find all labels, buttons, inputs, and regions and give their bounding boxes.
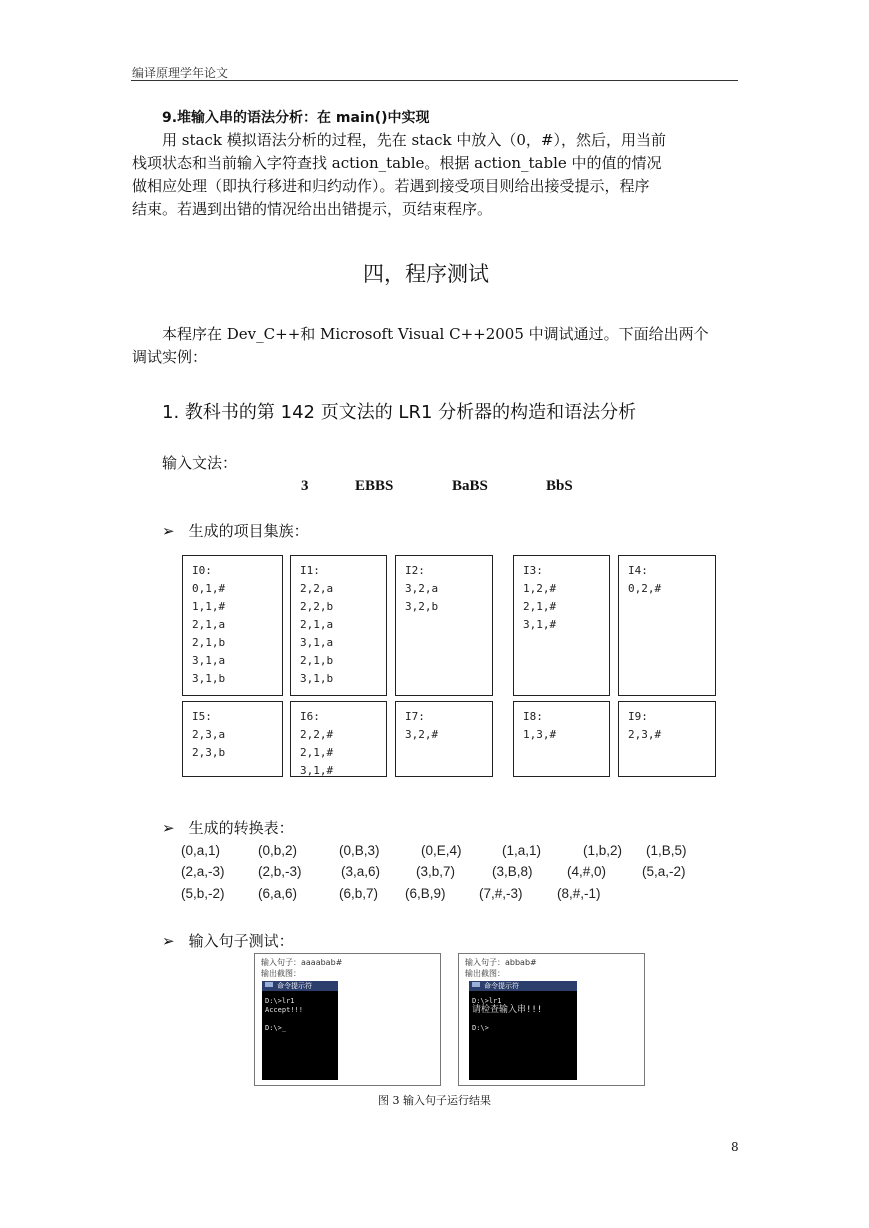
screenshot-error bbox=[458, 953, 645, 1086]
itemset-box bbox=[182, 701, 283, 777]
transition-entry: (2,b,-3) bbox=[258, 864, 302, 879]
console-window bbox=[262, 981, 338, 1080]
itemset-box bbox=[290, 555, 387, 696]
console-title: 命令提示符 bbox=[484, 982, 519, 990]
itemset-name: I0: bbox=[192, 564, 212, 577]
itemset-box bbox=[290, 701, 387, 777]
section9-line-1: 用 stack 模拟语法分析的过程，先在 stack 中放入（0，#），然后，用当前 bbox=[162, 131, 667, 149]
itemset-name: I5: bbox=[192, 710, 212, 723]
running-header: 编译原理学年论文 bbox=[132, 66, 229, 80]
console-icon bbox=[472, 982, 480, 987]
console-text bbox=[472, 997, 542, 1033]
transition-entry: (5,b,-2) bbox=[181, 886, 225, 901]
transition-entry: (8,#,-1) bbox=[557, 886, 601, 901]
transition-entry: (6,a,6) bbox=[258, 886, 298, 901]
itemset-item: 3,1,b bbox=[192, 672, 226, 685]
itemset-name: I6: bbox=[300, 710, 320, 723]
transition-entry: (3,a,6) bbox=[341, 864, 381, 879]
transition-entry: (6,b,7) bbox=[339, 886, 379, 901]
itemset-item: 2,2,b bbox=[300, 600, 334, 613]
itemset-item: 3,2,a bbox=[405, 582, 439, 595]
transition-entry: (3,b,7) bbox=[416, 864, 456, 879]
arrow-bullet-icon: ➢ bbox=[162, 932, 175, 950]
intro-line-1: 本程序在 Dev_C++和 Microsoft Visual C++2005 中调试通过。下面给出两个 bbox=[162, 325, 709, 343]
itemset-name: I3: bbox=[523, 564, 543, 577]
section-heading: 四，程序测试 bbox=[363, 262, 489, 286]
itemset-box bbox=[395, 701, 493, 777]
header-rule bbox=[131, 80, 738, 81]
transition-entry: (3,B,8) bbox=[492, 864, 533, 879]
itemset-item: 2,1,b bbox=[300, 654, 334, 667]
itemset-box bbox=[513, 555, 610, 696]
transition-entry: (5,a,-2) bbox=[642, 864, 686, 879]
itemset-item: 2,1,a bbox=[300, 618, 334, 631]
sentence-test-label-row bbox=[162, 930, 294, 951]
itemset-item: 2,2,# bbox=[300, 728, 334, 741]
arrow-bullet-icon: ➢ bbox=[162, 819, 175, 837]
transition-entry: (7,#,-3) bbox=[479, 886, 523, 901]
itemset-name: I9: bbox=[628, 710, 648, 723]
transitions-label-row bbox=[162, 817, 294, 838]
console-titlebar bbox=[262, 981, 338, 991]
transitions-label: 生成的转换表： bbox=[188, 819, 294, 837]
transition-entry: (0,E,4) bbox=[421, 843, 462, 858]
itemset-item: 2,3,b bbox=[192, 746, 226, 759]
transition-entry: (1,a,1) bbox=[502, 843, 542, 858]
itemset-item: 0,2,# bbox=[628, 582, 662, 595]
arrow-bullet-icon: ➢ bbox=[162, 522, 175, 540]
console-line: D:\>lr1 bbox=[265, 997, 295, 1005]
transition-entry: (4,#,0) bbox=[567, 864, 607, 879]
itemset-item: 2,1,# bbox=[300, 746, 334, 759]
screenshot-input-line: 输入句子：abbab# bbox=[465, 958, 537, 967]
grammar-label: 输入文法： bbox=[162, 454, 238, 472]
console-line: D:\> bbox=[472, 1024, 489, 1032]
subheading: 1. 教科书的第 142 页文法的 LR1 分析器的构造和语法分析 bbox=[162, 402, 637, 423]
section9-title: 9.堆输入串的语法分析：在 main()中实现 bbox=[162, 110, 430, 126]
itemset-item: 1,1,# bbox=[192, 600, 226, 613]
console-window bbox=[469, 981, 577, 1080]
itemset-item: 2,1,# bbox=[523, 600, 557, 613]
itemset-box bbox=[182, 555, 283, 696]
itemset-item: 0,1,# bbox=[192, 582, 226, 595]
itemset-item: 3,1,# bbox=[523, 618, 557, 631]
itemset-item: 3,1,a bbox=[192, 654, 226, 667]
itemset-item: 2,1,a bbox=[192, 618, 226, 631]
itemset-box bbox=[395, 555, 493, 696]
sentence-test-label: 输入句子测试： bbox=[188, 932, 294, 950]
console-title: 命令提示符 bbox=[277, 982, 312, 990]
itemset-box bbox=[618, 555, 716, 696]
grammar-value: BaBS bbox=[452, 478, 488, 494]
screenshot-output-line: 输出截图： bbox=[261, 969, 301, 978]
console-line: 请检查输入串!!! bbox=[472, 1005, 543, 1015]
screenshot-input-line: 输入句子：aaaabab# bbox=[261, 958, 343, 967]
itemset-box bbox=[618, 701, 716, 777]
itemset-name: I1: bbox=[300, 564, 320, 577]
itemset-item: 1,3,# bbox=[523, 728, 557, 741]
transition-entry: (1,B,5) bbox=[646, 843, 687, 858]
transition-entry: (6,B,9) bbox=[405, 886, 446, 901]
itemset-item: 1,2,# bbox=[523, 582, 557, 595]
transition-entry: (0,b,2) bbox=[258, 843, 298, 858]
transition-entry: (0,a,1) bbox=[181, 843, 221, 858]
itemset-name: I7: bbox=[405, 710, 425, 723]
itemset-item: 2,1,b bbox=[192, 636, 226, 649]
section9-line-4: 结束。若遇到出错的情况给出出错提示，页结束程序。 bbox=[132, 200, 493, 218]
figure-caption: 图 3 输入句子运行结果 bbox=[378, 1094, 491, 1107]
console-titlebar bbox=[469, 981, 577, 991]
section9-line-2: 栈项状态和当前输入字符查找 action_table。根据 action_table 中的值的情况 bbox=[132, 154, 662, 172]
itemset-name: I2: bbox=[405, 564, 425, 577]
itemset-item: 3,2,# bbox=[405, 728, 439, 741]
transition-entry: (0,B,3) bbox=[339, 843, 380, 858]
screenshot-output-line: 输出截图： bbox=[465, 969, 505, 978]
intro-line-2: 调试实例： bbox=[132, 348, 208, 366]
itemset-item: 3,2,b bbox=[405, 600, 439, 613]
itemset-item: 2,3,a bbox=[192, 728, 226, 741]
console-icon bbox=[265, 982, 273, 987]
itemset-item: 2,3,# bbox=[628, 728, 662, 741]
itemset-name: I8: bbox=[523, 710, 543, 723]
transition-entry: (2,a,-3) bbox=[181, 864, 225, 879]
console-line: Accept!!! bbox=[265, 1006, 303, 1014]
itemset-item: 2,2,a bbox=[300, 582, 334, 595]
grammar-value: EBBS bbox=[355, 478, 394, 494]
transition-entry: (1,b,2) bbox=[583, 843, 623, 858]
itemsets-label-row bbox=[162, 520, 309, 541]
console-text bbox=[265, 997, 303, 1033]
itemset-item: 3,1,a bbox=[300, 636, 334, 649]
console-line: D:\>_ bbox=[265, 1024, 287, 1032]
grammar-value: BbS bbox=[546, 478, 573, 494]
console-line: D:\>lr1 bbox=[472, 997, 502, 1005]
itemset-name: I4: bbox=[628, 564, 648, 577]
page-number: 8 bbox=[731, 1140, 739, 1154]
itemsets-label: 生成的项目集族： bbox=[188, 522, 309, 540]
screenshot-accept bbox=[254, 953, 441, 1086]
itemset-box bbox=[513, 701, 610, 777]
itemset-item: 3,1,b bbox=[300, 672, 334, 685]
section9-line-3: 做相应处理（即执行移进和归约动作）。若遇到接受项目则给出接受提示，程序 bbox=[132, 177, 650, 195]
grammar-value: 3 bbox=[301, 478, 309, 494]
itemset-item: 3,1,# bbox=[300, 764, 334, 777]
